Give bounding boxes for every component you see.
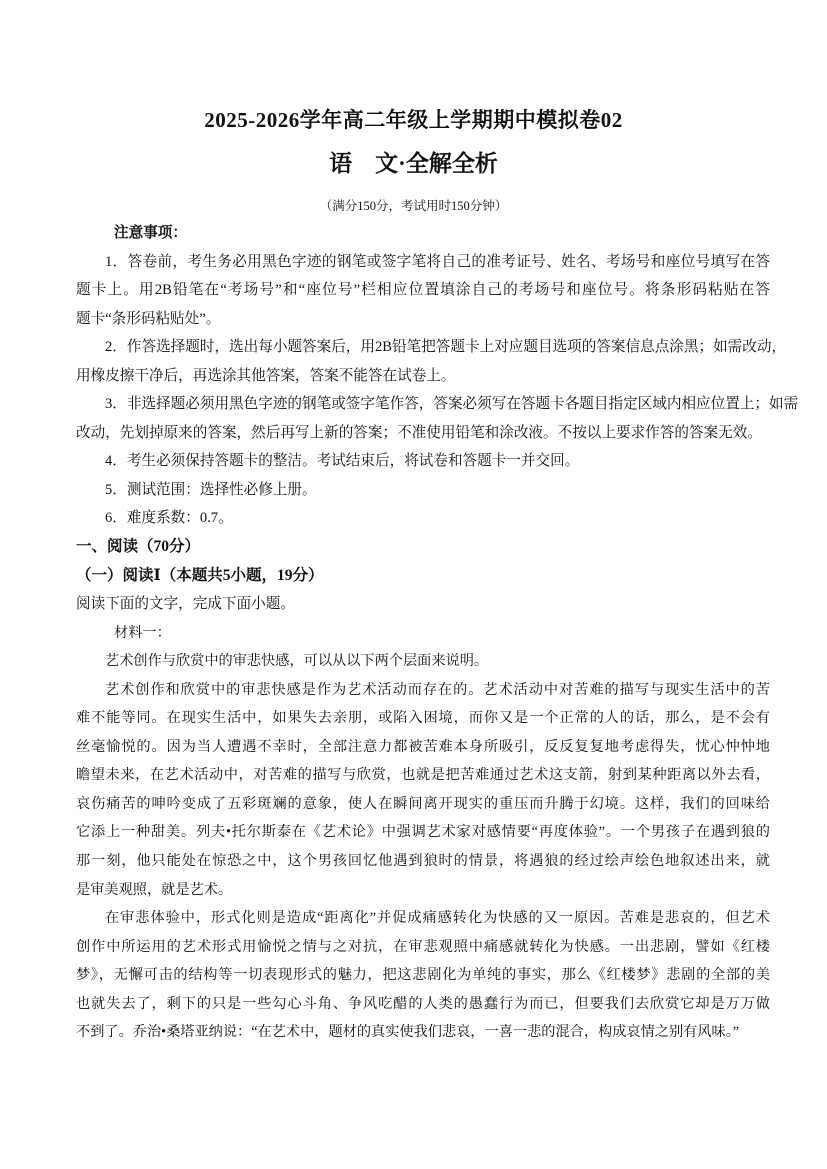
notice-item-line: 4．考生必须保持答题卡的整洁。考试结束后，将试卷和答题卡一并交回。 xyxy=(105,453,580,470)
notice-item-line: 改动，先划掉原来的答案，然后再写上新的答案；不准使用铅笔和涂改液。不按以上要求作答的答案无效。 xyxy=(76,424,762,441)
paragraph-line: 它添上一种甜美。列夫•托尔斯泰在《艺术论》中强调艺术家对感情要“再度体验”。一个男孩子在遇到狼的 xyxy=(76,824,770,841)
notice-item-line: 题卡“条形码粘贴处”。 xyxy=(76,310,221,327)
notice-heading: 注意事项： xyxy=(114,225,187,241)
paragraph-line: 也就失去了，剩下的只是一些勾心斗角、争风吃醋的人类的愚蠢行为而已，但要我们去欣赏它却是万万做 xyxy=(76,995,770,1012)
paragraph-line: 那一刻，他只能处在惊恐之中，这个男孩回忆他遇到狼时的情景，将遇狼的经过绘声绘色地叙述出来，就 xyxy=(76,853,770,870)
paragraph-line: 是审美观照，就是艺术。 xyxy=(76,881,233,898)
paragraph-line: 难不能等同。在现实生活中，如果失去亲朋，或陷入困境，而你又是一个正常的人的话，那么，是不会有 xyxy=(76,710,770,727)
reading-instruction: 阅读下面的文字，完成下面小题。 xyxy=(76,596,295,613)
paragraph-line: 创作中所运用的艺术形式用愉悦之情与之对抗，在审悲观照中痛感就转化为快感。一出悲剧，譬如《红楼 xyxy=(76,938,770,955)
notice-item-line: 3．非选择题必须用黑色字迹的钢笔或签字笔作答，答案必须写在答题卡各题目指定区域内相应位置上；如需 xyxy=(105,396,799,413)
document-body xyxy=(76,219,799,1047)
exam-info-note: （满分150分，考试用时150分钟） xyxy=(319,199,508,213)
paragraph-line: 不到了。乔治•桑塔亚纳说：“在艺术中，题材的真实使我们悲哀，一喜一悲的混合，构成哀情之别有风味。” xyxy=(76,1024,740,1041)
paragraph-line: 艺术创作和欣赏中的审悲快感是作为艺术活动而存在的。艺术活动中对苦难的描写与现实生活中的苦 xyxy=(105,681,770,698)
notice-item-line: 1．答卷前，考生务必用黑色字迹的钢笔或签字笔将自己的准考证号、姓名、考场号和座位号填写在答 xyxy=(105,253,770,270)
material-text xyxy=(76,647,770,1047)
notice-list xyxy=(76,248,799,533)
section-heading: 一、阅读（70分） xyxy=(76,538,201,556)
paragraph-line: 瞻望未来，在艺术活动中，对苦难的描写与欣赏，也就是把苦难通过艺术这支箭，射到某种距离以外去看， xyxy=(76,767,770,784)
paragraph-line: 梦》，无懈可击的结构等一切表现形式的魅力，把这悲剧化为单纯的事实，那么《红楼梦》悲剧的全部的美 xyxy=(76,967,770,984)
material-label: 材料一： xyxy=(114,624,171,641)
notice-item-line: 用橡皮擦干净后，再选涂其他答案，答案不能答在试卷上。 xyxy=(76,367,456,384)
paragraph-line: 哀伤痛苦的呻吟变成了五彩斑斓的意象，使人在瞬间离开现实的重压而升腾于幻境。这样，我们的回味给 xyxy=(76,795,770,812)
paragraph-line: 艺术创作与欣赏中的审悲快感，可以从以下两个层面来说明。 xyxy=(105,653,489,670)
notice-item-line: 6．难度系数：0.7。 xyxy=(105,510,233,527)
notice-item-line: 5．测试范围：选择性必修上册。 xyxy=(105,481,317,498)
notice-item-line: 题卡上。用2B铅笔在“考场号”和“座位号”栏相应位置填涂自己的考场号和座位号。将条形码粘贴在答 xyxy=(76,282,770,299)
document-subtitle: 语 文·全解全析 xyxy=(329,151,498,176)
document-title: 2025-2026学年高二年级上学期期中模拟卷02 xyxy=(204,108,623,132)
subsection-heading: （一）阅读Ⅰ（本题共5小题，19分） xyxy=(76,566,324,584)
notice-item-line: 2．作答选择题时，选出每小题答案后，用2B铅笔把答题卡上对应题目选项的答案信息点涂黑；如需改动， xyxy=(105,339,787,356)
paragraph-line: 丝毫愉悦的。因为当人遭遇不幸时，全部注意力都被苦难本身所吸引，反反复复地考虑得失，忧心忡忡地 xyxy=(76,738,770,755)
paragraph-line: 在审悲体验中，形式化则是造成“距离化”并促成痛感转化为快感的又一原因。苦难是悲哀的，但艺术 xyxy=(105,910,770,927)
